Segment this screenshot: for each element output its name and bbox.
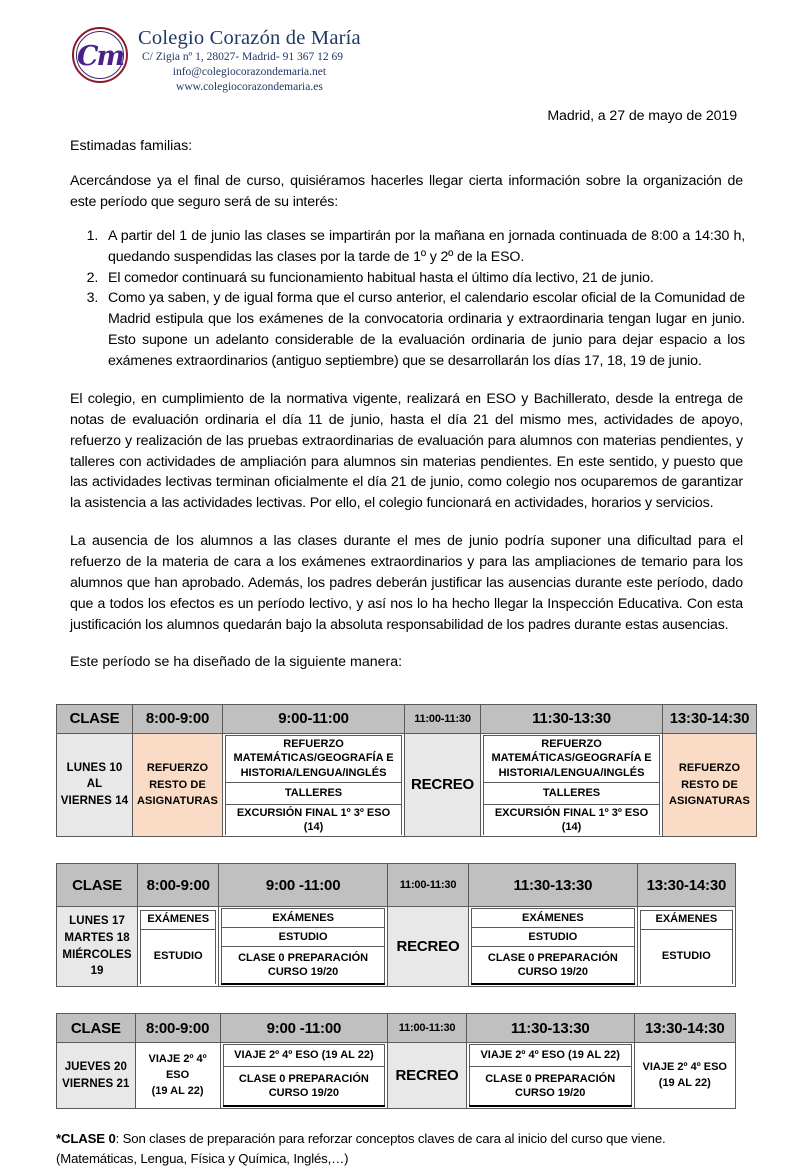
activity-line: CLASE 0 PREPARACIÓN CURSO 19/20 bbox=[472, 947, 635, 985]
activity-line: TALLERES bbox=[226, 782, 402, 804]
school-logo bbox=[72, 27, 128, 83]
activity-subgrid bbox=[223, 1044, 386, 1107]
day-range-cell bbox=[57, 733, 133, 837]
activity-cell-0900-1100 bbox=[223, 733, 405, 837]
activity-line: REFUERZO MATEMÁTICAS/GEOGRAFÍA E HISTORIA/LENGUA/INGLÉS bbox=[226, 735, 402, 782]
activity-cell-1130-1330 bbox=[481, 733, 663, 837]
col-header-1100-1130: 11:00-11:30 bbox=[405, 704, 481, 733]
activity-line: ASIGNATURAS bbox=[669, 795, 750, 808]
activity-line: EXÁMENES bbox=[472, 909, 635, 928]
col-header-1330-1430: 13:30-14:30 bbox=[663, 704, 757, 733]
activity-cell-0900-1100 bbox=[219, 907, 388, 987]
activity-line: CLASE 0 PREPARACIÓN CURSO 19/20 bbox=[469, 1067, 631, 1107]
day-line: JUEVES 20 bbox=[64, 1060, 127, 1073]
activity-cell-0800-0900 bbox=[133, 733, 223, 837]
activity-line: CLASE 0 PREPARACIÓN CURSO 19/20 bbox=[222, 947, 385, 985]
activity-cell-0800-0900 bbox=[138, 907, 219, 987]
list-item: 3. Como ya saben, y de igual forma que el curso anterior, el calendario escolar oficial de la Comunidad de Madrid estipula que los exámenes de la convocatoria ordinaria y extraordinaria tengan lugar en junio. Esto supone un adelanto considerable de la evaluación ordinaria de junio para dejar espacio a los exámenes extraordinarios (antiguo septiembre) que se desarrollarán los días 17, 18, 19 de junio. bbox=[102, 288, 745, 372]
activity-subgrid bbox=[483, 735, 660, 836]
col-header-0800-0900: 8:00-9:00 bbox=[138, 864, 219, 907]
letterhead-text bbox=[138, 26, 361, 95]
activity-line: EXCURSIÓN FINAL 1º 3º ESO (14) bbox=[484, 804, 660, 835]
activity-line: VIAJE 2º 4º ESO (19 AL 22) bbox=[469, 1045, 631, 1067]
activity-line: VIAJE 2º 4º ESO bbox=[642, 1060, 727, 1073]
activity-cell-1130-1330 bbox=[466, 1043, 634, 1109]
paragraph-2: El colegio, en cumplimiento de la normativa vigente, realizará en ESO y Bachillerato, desde la entrega de notas de evaluación ordinaria el día 11 de junio, hasta el día 21 del mismo mes, actividades de apoyo, refuerzo y realización de las pruebas extraordinarias de evaluación para alumnos con materias pendientes, y talleres con actividades de ampliación para alumnos sin materias pendientes. En este sentido, y puesto que las actividades lectivas terminan oficialmente el día 21 de junio, como colegio nos ocuparemos de garantizar la asistencia a las actividades lectivas. Por ello, el colegio funcionará en actividades, horarios y servicios. bbox=[70, 390, 743, 512]
activity-cell-1130-1330 bbox=[469, 907, 638, 987]
col-header-clase: CLASE bbox=[57, 864, 138, 907]
school-name: Colegio Corazón de María bbox=[138, 27, 361, 49]
break-cell: RECREO bbox=[388, 1043, 467, 1109]
break-cell: RECREO bbox=[405, 733, 481, 837]
activity-subgrid bbox=[471, 908, 635, 985]
break-cell: RECREO bbox=[387, 907, 468, 987]
school-email: info@colegiocorazondemaria.net bbox=[172, 65, 327, 78]
col-header-1330-1430: 13:30-14:30 bbox=[634, 1014, 735, 1043]
activity-line: CLASE 0 PREPARACIÓN CURSO 19/20 bbox=[223, 1067, 385, 1107]
activity-line: ESTUDIO bbox=[472, 928, 635, 947]
activity-subgrid bbox=[225, 735, 402, 836]
col-header-0800-0900: 8:00-9:00 bbox=[135, 1014, 220, 1043]
col-header-0900-1100: 9:00 -11:00 bbox=[220, 1014, 388, 1043]
schedule-table-week-2 bbox=[56, 863, 736, 987]
col-header-1100-1130: 11:00-11:30 bbox=[388, 1014, 467, 1043]
col-header-0900-1100: 9:00 -11:00 bbox=[219, 864, 388, 907]
activity-subgrid bbox=[640, 910, 733, 984]
day-line: MIÉRCOLES 19 bbox=[62, 948, 132, 978]
activity-line: ESTUDIO bbox=[222, 928, 385, 947]
schedule-table-week-1 bbox=[56, 704, 757, 838]
activity-line: VIAJE 2º 4º ESO bbox=[148, 1052, 207, 1081]
numbered-list bbox=[70, 226, 745, 372]
footnote bbox=[56, 1129, 738, 1169]
col-header-0800-0900: 8:00-9:00 bbox=[133, 704, 223, 733]
footnote-label: *CLASE 0 bbox=[56, 1131, 116, 1147]
logo-monogram: Cm bbox=[76, 40, 124, 72]
day-range-cell bbox=[57, 907, 138, 987]
table-header-row bbox=[57, 704, 757, 733]
activity-line: EXCURSIÓN FINAL 1º 3º ESO (14) bbox=[226, 804, 402, 835]
col-header-0900-1100: 9:00-11:00 bbox=[223, 704, 405, 733]
col-header-1330-1430: 13:30-14:30 bbox=[637, 864, 735, 907]
col-header-1130-1330: 11:30-13:30 bbox=[469, 864, 638, 907]
school-address: C/ Zigia nº 1, 28027- Madrid- 91 367 12 69 bbox=[142, 50, 343, 63]
activity-subgrid bbox=[140, 910, 216, 984]
activity-cell-1330-1430 bbox=[634, 1043, 735, 1109]
dateline: Madrid, a 27 de mayo de 2019 bbox=[547, 108, 737, 124]
activity-line: TALLERES bbox=[484, 782, 660, 804]
school-website: www.colegiocorazondemaria.es bbox=[176, 80, 323, 93]
activity-subgrid bbox=[469, 1044, 632, 1107]
activity-line: (19 AL 22) bbox=[151, 1084, 204, 1097]
activity-line: REFUERZO bbox=[146, 762, 209, 775]
table-header-row bbox=[57, 864, 736, 907]
activity-line: RESTO DE bbox=[149, 778, 206, 791]
activity-line: ESTUDIO bbox=[141, 929, 216, 984]
table-row bbox=[57, 1043, 736, 1109]
col-header-1100-1130: 11:00-11:30 bbox=[387, 864, 468, 907]
table-row bbox=[57, 907, 736, 987]
activity-line: RESTO DE bbox=[681, 778, 738, 791]
list-item: 2. El comedor continuará su funcionamiento habitual hasta el último día lectivo, 21 de junio. bbox=[102, 268, 745, 289]
day-line: LUNES 10 bbox=[66, 761, 123, 774]
activity-line: ASIGNATURAS bbox=[137, 795, 218, 808]
table-row bbox=[57, 733, 757, 837]
activity-line: EXÁMENES bbox=[222, 909, 385, 928]
footnote-text: : Son clases de preparación para reforzar conceptos claves de cara al inicio del curso que viene. (Matemáticas, Lengua, Física y Química, Inglés,…) bbox=[56, 1131, 666, 1166]
activity-line: EXÁMENES bbox=[640, 910, 732, 929]
col-header-clase: CLASE bbox=[57, 1014, 136, 1043]
activity-line: VIAJE 2º 4º ESO (19 AL 22) bbox=[223, 1045, 385, 1067]
activity-line: ESTUDIO bbox=[640, 929, 732, 984]
table-header-row bbox=[57, 1014, 736, 1043]
day-line: AL bbox=[86, 778, 103, 791]
schedule-table-week-3 bbox=[56, 1013, 736, 1109]
activity-subgrid bbox=[221, 908, 385, 985]
day-range-cell bbox=[57, 1043, 136, 1109]
tables-intro: Este período se ha diseñado de la siguiente manera: bbox=[70, 653, 403, 670]
day-line: MARTES 18 bbox=[64, 931, 130, 944]
activity-line: EXÁMENES bbox=[141, 910, 216, 929]
activity-line: REFUERZO MATEMÁTICAS/GEOGRAFÍA E HISTORIA/LENGUA/INGLÉS bbox=[484, 735, 660, 782]
letterhead bbox=[48, 26, 745, 98]
activity-cell-0900-1100 bbox=[220, 1043, 388, 1109]
col-header-clase: CLASE bbox=[57, 704, 133, 733]
activity-line: (19 AL 22) bbox=[658, 1076, 711, 1089]
activity-cell-1330-1430 bbox=[663, 733, 757, 837]
day-line: LUNES 17 bbox=[69, 915, 125, 928]
day-line: VIERNES 14 bbox=[60, 795, 129, 808]
intro-paragraph: Acercándose ya el final de curso, quisiéramos hacerles llegar cierta información sobre la organización de este período que seguro será de su interés: bbox=[70, 173, 743, 210]
paragraph-3: La ausencia de los alumnos a las clases durante el mes de junio podría suponer una dificultad para el refuerzo de la materia de cara a los exámenes extraordinarios y para las ampliaciones de temario para los alumnos que han aprobado. Además, los padres deberán justificar las ausencias durante este período, dado que a todos los efectos es un período lectivo, y así nos lo ha hecho llegar la Inspección Educativa. Con esta justificación los alumnos quedarán bajo la absoluta responsabilidad de los padres durante estas ausencias. bbox=[70, 533, 743, 633]
list-item: 1. A partir del 1 de junio las clases se impartirán por la mañana en jornada continuada de 8:00 a 14:30 h, quedando suspendidas las clases por la tarde de 1º y 2º de la ESO. bbox=[102, 226, 745, 268]
activity-cell-0800-0900 bbox=[135, 1043, 220, 1109]
day-line: VIERNES 21 bbox=[62, 1077, 130, 1090]
activity-cell-1330-1430 bbox=[637, 907, 735, 987]
col-header-1130-1330: 11:30-13:30 bbox=[466, 1014, 634, 1043]
activity-line: REFUERZO bbox=[678, 762, 741, 775]
greeting: Estimadas familias: bbox=[70, 138, 193, 154]
col-header-1130-1330: 11:30-13:30 bbox=[481, 704, 663, 733]
